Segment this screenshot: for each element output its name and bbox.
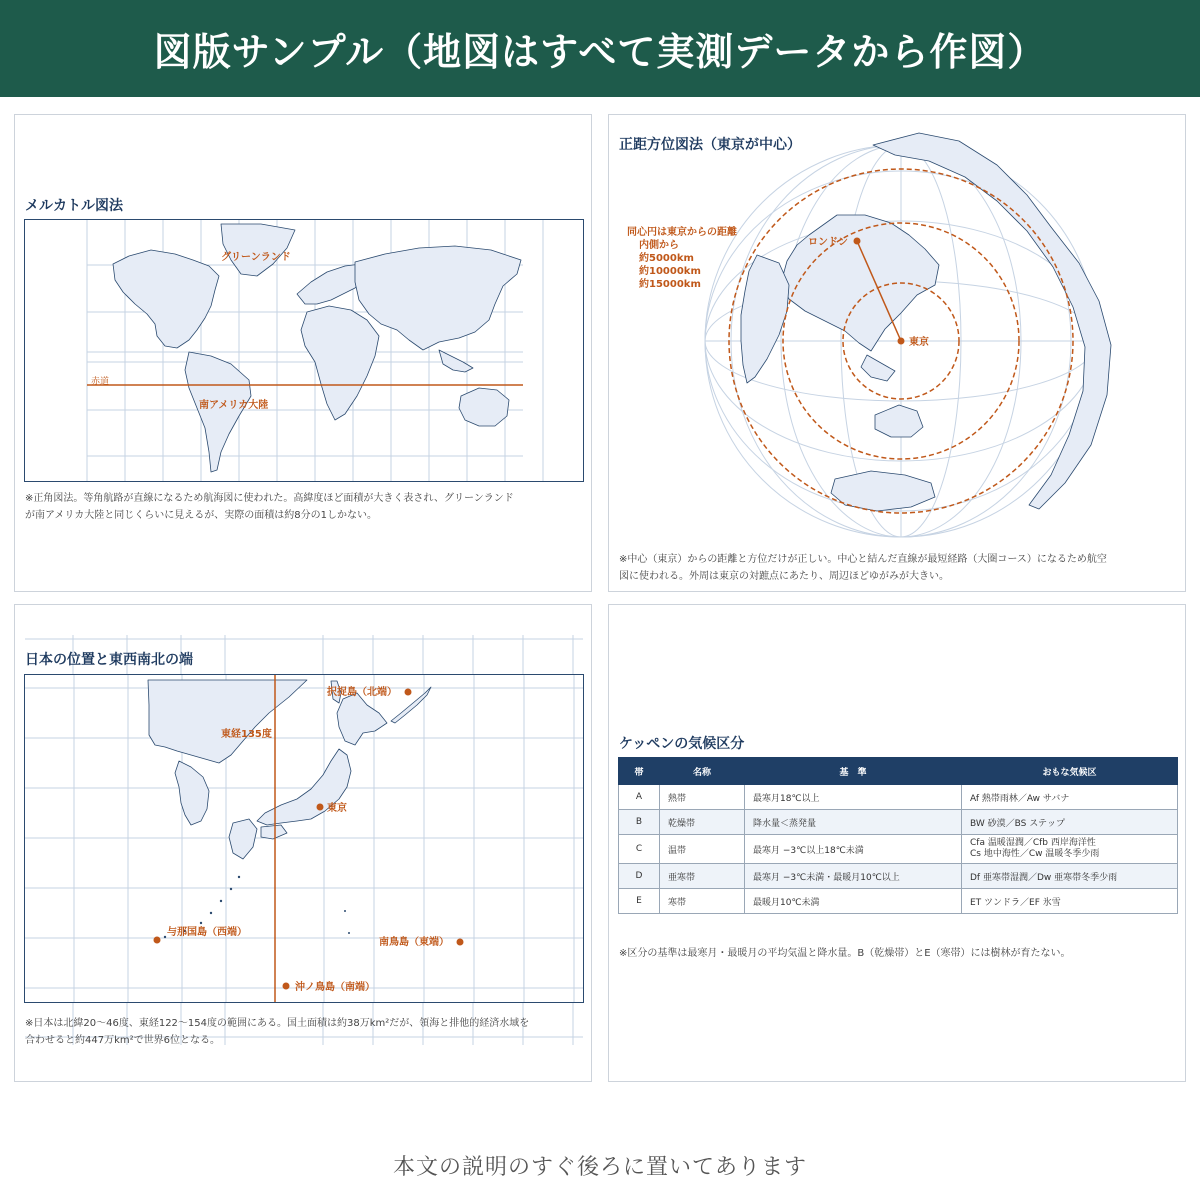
legend-line2: 内側から [639, 240, 679, 251]
equator-label: 赤道 [91, 377, 110, 387]
north-america [113, 250, 219, 348]
eurasia-shape [781, 215, 939, 351]
header-name: 名称 [660, 758, 745, 785]
climates-cell [962, 835, 1178, 864]
south-america [185, 352, 251, 472]
azimuthal-note-line2: 図に使われる。外周は東京の対蹠点にあたり、周辺ほどゆがみが大きい。 [619, 571, 949, 582]
mercator-svg [25, 220, 584, 482]
band-cell: E [619, 889, 660, 914]
name-cell: 亜寒帯 [660, 864, 745, 889]
climates-cell: ET ツンドラ／EF 氷雪 [962, 889, 1178, 914]
band-cell: B [619, 810, 660, 835]
climates-cell: Df 亜寒帯湿潤／Dw 亜寒帯冬季少雨 [962, 864, 1178, 889]
south-end-marker [283, 983, 290, 990]
criteria-cell: 降水量＜蒸発量 [745, 810, 962, 835]
page-title: 図版サンプル（地図はすべて実測データから作図） [153, 30, 1047, 74]
azimuthal-svg [609, 115, 1186, 592]
koppen-row-d [619, 864, 1178, 889]
asian-mainland [148, 680, 307, 763]
legend-line3: 約5000km [639, 253, 694, 264]
australia-shape [875, 405, 923, 437]
london-label: ロンドン [808, 237, 848, 248]
japan-map-graticule [25, 675, 584, 1003]
north-end-marker [405, 689, 412, 696]
azimuthal-note [619, 551, 1186, 585]
japan-svg [25, 675, 584, 1003]
koppen-panel [608, 604, 1186, 1082]
japan-land [148, 680, 431, 859]
tokyo-label: 東京 [327, 803, 347, 814]
koppen-row-e [619, 889, 1178, 914]
name-cell: 寒帯 [660, 889, 745, 914]
east-end-marker [457, 939, 464, 946]
band-cell: A [619, 785, 660, 810]
band-cell: C [619, 835, 660, 864]
legend-line4: 約10000km [639, 266, 701, 277]
southeast-asia [439, 350, 473, 372]
legend-line1: 同心円は東京からの距離 [627, 227, 737, 238]
london-marker [854, 238, 861, 245]
climates-cell: BW 砂漠／BS ステップ [962, 810, 1178, 835]
greenland [221, 224, 295, 276]
australia [459, 388, 509, 426]
band-cell: D [619, 864, 660, 889]
southeast-asia-shape [861, 355, 895, 381]
south-america-label: 南アメリカ大陸 [199, 400, 269, 411]
mercator-land [113, 224, 521, 472]
west-end-marker [154, 937, 161, 944]
antarctica-shape [831, 471, 935, 511]
mercator-note-line1: ※正角図法。等角航路が直線になるため航海図に使われた。高緯度ほど面積が大きく表され、グリーンランド [25, 493, 514, 504]
japan-panel [14, 604, 592, 1082]
name-cell: 熱帯 [660, 785, 745, 810]
mercator-note [25, 490, 592, 524]
greenland-label: グリーンランド [221, 252, 291, 263]
header-band: 帯 [619, 758, 660, 785]
azimuthal-note-line1: ※中心（東京）からの距離と方位だけが正しい。中心と結んだ直線が最短経路（大圏コース）になるため航空 [619, 554, 1107, 565]
japan-note-line1: ※日本は北緯20〜46度、東経122〜154度の範囲にある。国土面積は約38万km²だが、領海と排他的経済水域を [25, 1018, 530, 1029]
legend-line5: 約15000km [639, 279, 701, 290]
climates-line1: Cfa 温暖湿潤／Cfb 西岸海洋性 [970, 838, 1096, 848]
japan-note-line2: 合わせると約447万km²で世界6位となる。 [25, 1035, 220, 1046]
climates-cell: Af 熱帯雨林／Aw サバナ [962, 785, 1178, 810]
mercator-panel [14, 114, 592, 592]
mercator-note-line2: が南アメリカ大陸と同じくらいに見えるが、実際の面積は約8分の1しかない。 [25, 510, 378, 521]
kyushu [229, 819, 257, 859]
azimuthal-land [741, 133, 1111, 511]
koppen-note: ※区分の基準は最寒月・最暖月の平均気温と降水量。B（乾燥帯）とE（寒帯）には樹林が育たない。 [619, 948, 1071, 959]
criteria-cell: 最寒月 −3℃以上18℃未満 [745, 835, 962, 864]
americas-outer [873, 133, 1111, 509]
south-end-label: 沖ノ鳥島（南端） [295, 982, 375, 993]
footer-caption: 本文の説明のすぐ後ろに置いてあります [392, 1155, 807, 1180]
koppen-title: ケッペンの気候区分 [619, 736, 745, 752]
shikoku [261, 825, 287, 839]
criteria-cell: 最寒月18℃以上 [745, 785, 962, 810]
azimuthal-panel [608, 114, 1186, 592]
mercator-title: メルカトル図法 [25, 198, 123, 214]
korean-peninsula [175, 761, 209, 825]
tokyo-marker [317, 804, 324, 811]
eurasia [355, 246, 521, 350]
meridian-label: 東経135度 [221, 729, 272, 740]
criteria-cell: 最寒月 −3℃未満・最暖月10℃以上 [745, 864, 962, 889]
north-end-label: 択捉島（北端） [327, 687, 397, 698]
japan-map [24, 674, 584, 1003]
africa [301, 306, 379, 420]
tokyo-marker [898, 338, 905, 345]
west-end-label: 与那国島（西端） [167, 927, 247, 938]
koppen-row-a [619, 785, 1178, 810]
climates-line2: Cs 地中海性／Cw 温暖冬季少雨 [970, 849, 1100, 859]
page-header [0, 0, 1200, 97]
koppen-header-row [619, 758, 1178, 785]
azimuthal-title: 正距方位図法（東京が中心） [619, 137, 801, 153]
header-criteria: 基 準 [745, 758, 962, 785]
japan-note [25, 1015, 592, 1049]
criteria-cell: 最暖月10℃未満 [745, 889, 962, 914]
mercator-map [24, 219, 584, 482]
tokyo-label: 東京 [909, 337, 929, 348]
japan-title: 日本の位置と東西南北の端 [25, 652, 193, 668]
header-climates: おもな気候区 [962, 758, 1178, 785]
name-cell: 温帯 [660, 835, 745, 864]
koppen-row-b [619, 810, 1178, 835]
name-cell: 乾燥帯 [660, 810, 745, 835]
koppen-table [618, 757, 1178, 914]
koppen-row-c [619, 835, 1178, 864]
hokkaido [337, 693, 387, 745]
east-end-label: 南鳥島（東端） [379, 937, 449, 948]
